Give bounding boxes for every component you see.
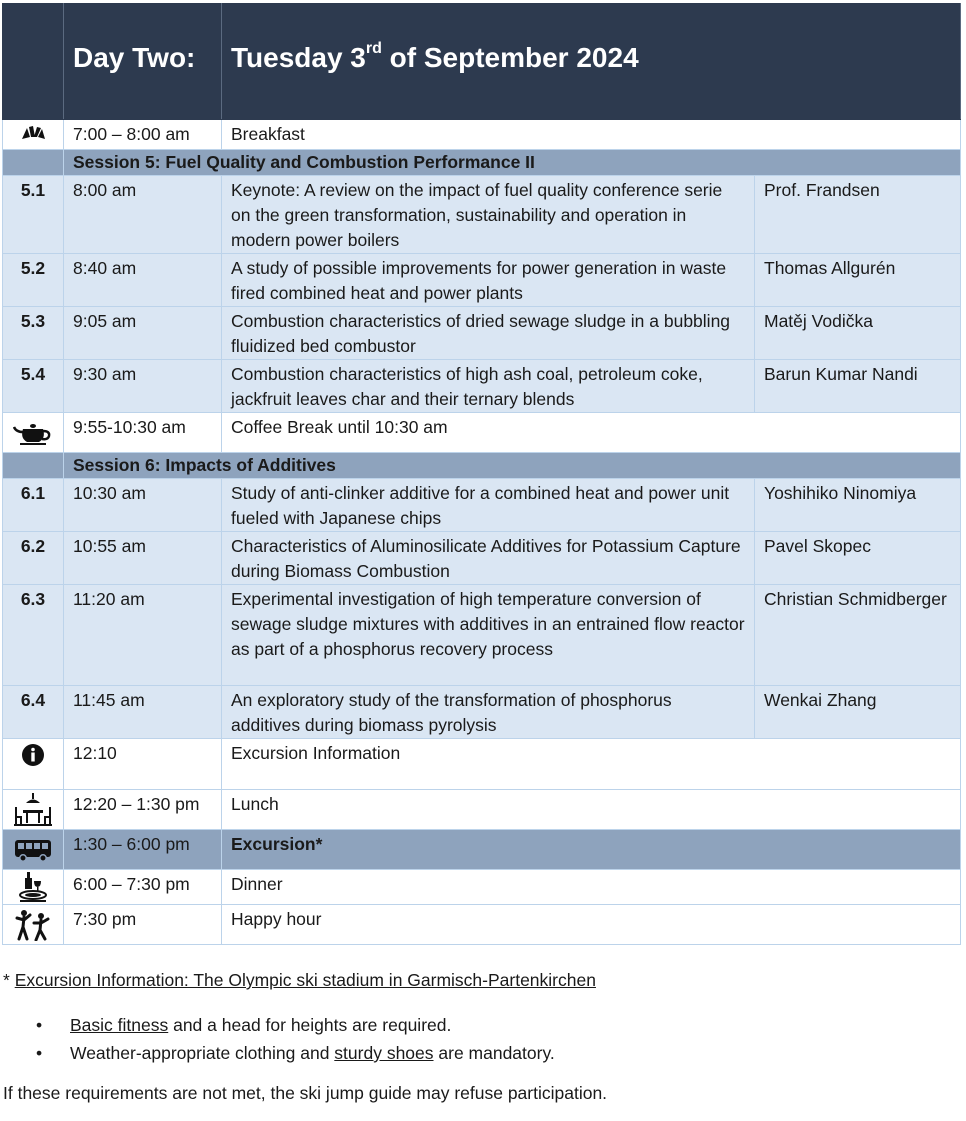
talk-time: 10:30 am	[64, 479, 222, 532]
talk-time: 11:20 am	[64, 585, 222, 686]
talk-title: A study of possible improvements for power generation in waste fired combined heat and power plants	[222, 254, 755, 307]
breakfast-row	[3, 120, 961, 150]
schedule-time: 7:30 pm	[64, 905, 222, 945]
excursion-row	[3, 830, 961, 870]
schedule-title: Coffee Break until 10:30 am	[222, 413, 961, 453]
bus-icon	[3, 830, 64, 870]
talk-title: Study of anti-clinker additive for a combined heat and power unit fueled with Japanese chips	[222, 479, 755, 532]
wine-dinner-icon	[3, 870, 64, 905]
day-date: Tuesday 3rd of September 2024	[222, 4, 961, 120]
schedule-title: Lunch	[222, 790, 961, 830]
talk-number: 5.3	[3, 307, 64, 360]
schedule-time: 12:20 – 1:30 pm	[64, 790, 222, 830]
talk-row	[3, 686, 961, 739]
talk-row	[3, 585, 961, 686]
talk-number: 5.4	[3, 360, 64, 413]
dining-table-icon	[3, 790, 64, 830]
talk-speaker: Wenkai Zhang	[755, 686, 961, 739]
talk-speaker: Matěj Vodička	[755, 307, 961, 360]
talk-title: An exploratory study of the transformation of phosphorus additives during biomass pyrolysis	[222, 686, 755, 739]
talk-title: Experimental investigation of high temperature conversion of sewage sludge mixtures with additives in an entrained flow reactor as part of a phosphorus recovery process	[222, 585, 755, 686]
info-icon	[3, 739, 64, 790]
schedule-time: 6:00 – 7:30 pm	[64, 870, 222, 905]
excursion-footnote: * Excursion Information: The Olympic ski stadium in Garmisch-Partenkirchen	[3, 970, 596, 990]
talk-time: 8:40 am	[64, 254, 222, 307]
dancing-people-icon	[3, 905, 64, 945]
talk-number: 6.4	[3, 686, 64, 739]
talk-number: 5.2	[3, 254, 64, 307]
lunch-row	[3, 790, 961, 830]
schedule-title: Happy hour	[222, 905, 961, 945]
talk-speaker: Thomas Allgurén	[755, 254, 961, 307]
program-table	[2, 3, 961, 945]
talk-speaker: Barun Kumar Nandi	[755, 360, 961, 413]
schedule-time: 9:55-10:30 am	[64, 413, 222, 453]
talk-title: Keynote: A review on the impact of fuel quality conference serie on the green transformation, sustainability and operation in modern power boilers	[222, 176, 755, 254]
happy-hour-row	[3, 905, 961, 945]
participation-note: If these requirements are not met, the ski jump guide may refuse participation.	[3, 1083, 608, 1103]
session-6-header	[3, 453, 961, 479]
talk-number: 6.1	[3, 479, 64, 532]
schedule-time: 12:10	[64, 739, 222, 790]
session-5-header	[3, 150, 961, 176]
croissant-icon	[3, 120, 64, 150]
talk-row	[3, 176, 961, 254]
excursion-info-row	[3, 739, 961, 790]
coffee-break-row	[3, 413, 961, 453]
requirements-list	[40, 1011, 555, 1067]
talk-time: 10:55 am	[64, 532, 222, 585]
talk-number: 6.3	[3, 585, 64, 686]
talk-time: 9:05 am	[64, 307, 222, 360]
excursion-footnote-heading: Excursion Information: The Olympic ski stadium in Garmisch-Partenkirchen	[14, 970, 596, 990]
requirement-item: • Basic fitness and a head for heights are required.	[40, 1011, 555, 1039]
schedule-time: 7:00 – 8:00 am	[64, 120, 222, 150]
talk-number: 5.1	[3, 176, 64, 254]
schedule-title: Excursion Information	[222, 739, 961, 790]
session-empty-cell	[3, 150, 64, 176]
session-title: Session 5: Fuel Quality and Combustion Performance II	[64, 150, 961, 176]
talk-row	[3, 532, 961, 585]
talk-speaker: Pavel Skopec	[755, 532, 961, 585]
day-label: Day Two:	[64, 4, 222, 120]
schedule-title: Breakfast	[222, 120, 961, 150]
talk-time: 8:00 am	[64, 176, 222, 254]
talk-speaker: Prof. Frandsen	[755, 176, 961, 254]
talk-title: Combustion characteristics of high ash coal, petroleum coke, jackfruit leaves char and their ternary blends	[222, 360, 755, 413]
teapot-icon	[3, 413, 64, 453]
talk-row	[3, 360, 961, 413]
talk-number: 6.2	[3, 532, 64, 585]
schedule-title: Dinner	[222, 870, 961, 905]
dinner-row	[3, 870, 961, 905]
requirement-item: • Weather-appropriate clothing and sturdy shoes are mandatory.	[40, 1039, 555, 1067]
talk-time: 9:30 am	[64, 360, 222, 413]
talk-speaker: Yoshihiko Ninomiya	[755, 479, 961, 532]
talk-time: 11:45 am	[64, 686, 222, 739]
day-header-row	[3, 4, 961, 120]
session-empty-cell	[3, 453, 64, 479]
schedule-title: Excursion*	[222, 830, 961, 870]
talk-row	[3, 479, 961, 532]
schedule-time: 1:30 – 6:00 pm	[64, 830, 222, 870]
talk-title: Combustion characteristics of dried sewage sludge in a bubbling fluidized bed combustor	[222, 307, 755, 360]
talk-row	[3, 307, 961, 360]
header-empty-cell	[3, 4, 64, 120]
session-title: Session 6: Impacts of Additives	[64, 453, 961, 479]
talk-row	[3, 254, 961, 307]
talk-title: Characteristics of Aluminosilicate Additives for Potassium Capture during Biomass Combustion	[222, 532, 755, 585]
talk-speaker: Christian Schmidberger	[755, 585, 961, 686]
